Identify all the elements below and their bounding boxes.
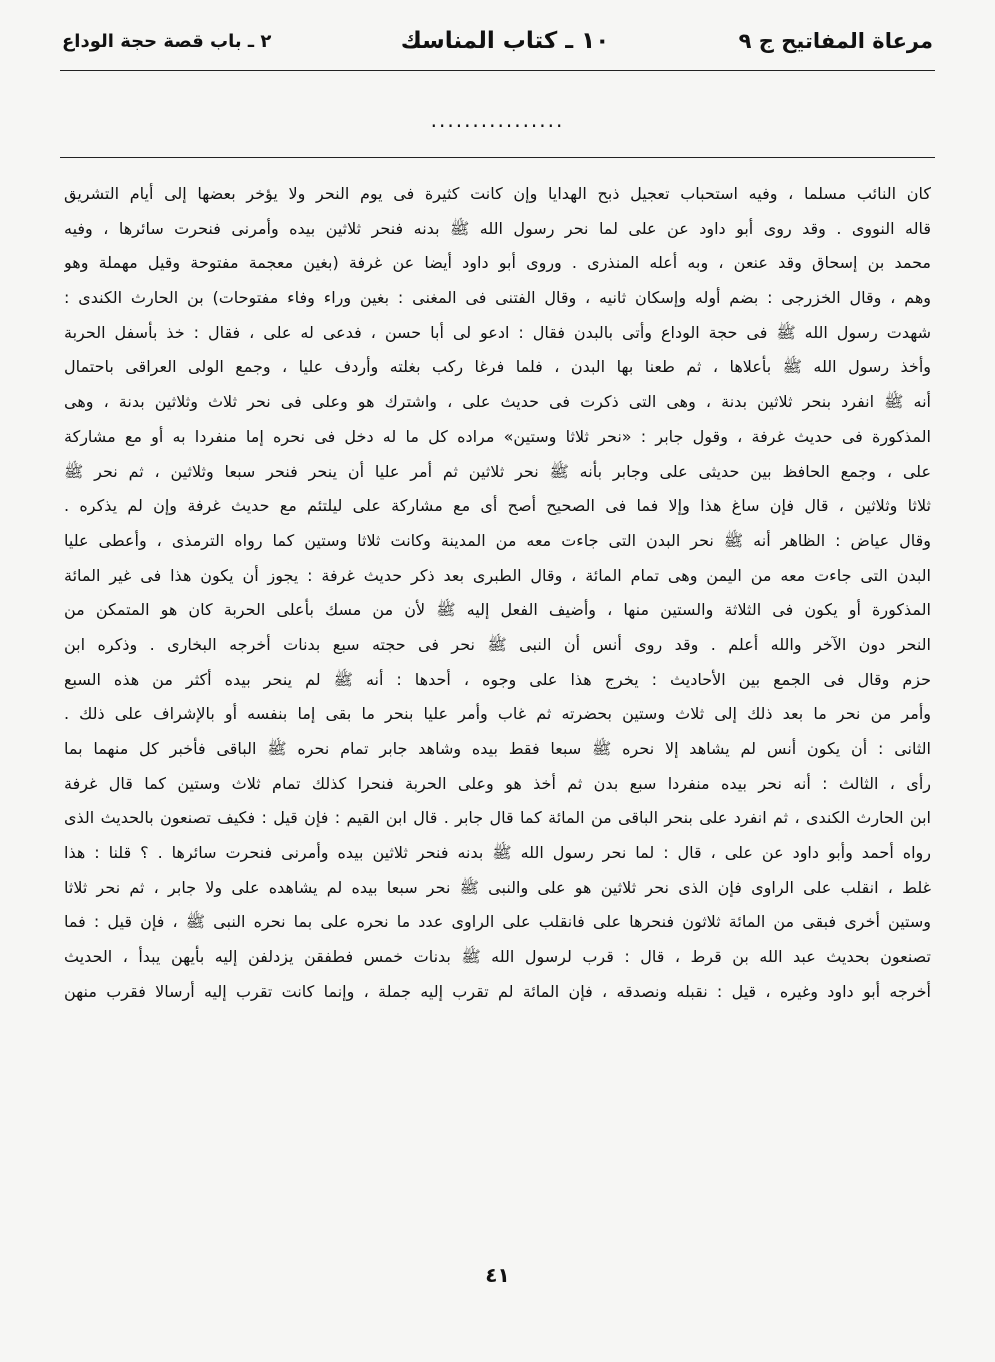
text-line: محمد بن إسحاق وقد عنعن ، وبه أعله المنذرى . وروى أبو داود أيضا عن غرفة (بغين معجمة مفتوحة وقيل مهملة وهو [64,253,931,273]
text-line: غلط ، انقلب على الراوى فإن الذى نحر ثلاثين هو على والنبى ﷺ نحر سبعا بيده لم يشاهده على ولا جابر ، ثم نحر ثلاثا [64,877,931,897]
text-line: رواه أحمد وأبو داود عن على ، قال : لما نحر رسول الله ﷺ بدنه فنحر ثلاثين بيده وأمرنى فنحرت سائرها . ؟ قلنا : هذا [64,843,931,863]
text-line: قاله النووى . وقد روى أبو داود عن على لما نحر رسول الله ﷺ بدنه فنحر ثلاثين بيده وأمرنى فنحرت سائرها ، وفيه [64,218,931,238]
text-line: النحر دون الآخر والله أعلم . وقد روى أنس أن النبى ﷺ نحر فى حجته سبع بدنات أخرجه البخارى . وذكره ابن [64,634,931,654]
text-line: وقال عياض : الظاهر أنه ﷺ نحر البدن التى جاءت معه من المدينة وكانت ثلاثا وستين كما رواه الترمذى ، وأعطى عليا [64,530,931,550]
body-text [64,177,931,1010]
chapter-title: ١٠ ـ كتاب المناسك [400,28,610,54]
dotted-separator: ................ [430,108,565,132]
text-line: المذكورة أو يكون فى الثلاثة والستين منها ، وأضيف الفعل إليه ﷺ لأن من مسك بأعلى الحربة كان هو المتمكن من [64,600,931,620]
text-line: أنه ﷺ انفرد بنحر ثلاثين بدنة ، وهى التى ذكرت فى حديث على ، واشترك هو وعلى فى نحر ثلاث وثلاثين بدنة ، وهى [64,392,931,412]
text-line: وأخذ رسول الله ﷺ بأعلاها ، ثم طعنا بها البدن ، فلما فرغا ركب بغلته وأردف عليا ، وجمع الولى العراقى باحتمال [64,357,931,377]
section-title: ٢ ـ باب قصة حجة الوداع [62,30,272,52]
text-rule [60,157,935,158]
text-line: الثانى : أن يكون أنس لم يشاهد إلا نحره ﷺ سبعا فقط بيده وشاهد جابر تمام نحره ﷺ الباقى فأخبر كل منهما بما [64,739,931,758]
text-line: أخرجه أبو داود وغيره ، قيل : نقبله ونصدقه ، فإن المائة لم تقرب إليه جملة ، وإنما كانت تقرب إليه أرسالا فقرب منهن [64,981,931,1001]
text-line: وهم ، وقال الخزرجى : بضم أوله وإسكان ثانيه ، وقال الفتنى فى المغنى : بغين وراء وفاء مفتوحات) بن الحارث الكندى : [64,288,931,308]
text-line: حزم وقال فى الجمع بين الأحاديث : يخرج هذا على وجوه ، أحدها : أنه ﷺ لم ينحر بيده أكثر من هذه السبع [64,669,931,689]
text-line: رأى ، الثالث : أنه نحر بيده منفردا سبع بدن ثم أخذ هو وعلى الحربة فنحرا كذلك تمام ثلاث وستين كما قال غرفة [64,773,931,793]
text-line: وأمر من نحر ما بعد ذلك إلى ثلاث وستين بحضرته ثم غاب وأمر عليا بنحر ما بقى إما بنفسه أو بالإشراف على ذلك . [64,704,931,724]
book-title: مرعاة المفاتيح ج ٩ [738,29,933,53]
text-line: البدن التى جاءت معه من اليمن وهى تمام المائة ، وقال الطبرى بعد ذكر حديث غرفة : يجوز أن يكون هذا فى غير المائة [64,565,931,585]
text-line: شهدت رسول الله ﷺ فى حجة الوداع وأتى بالبدن فقال : ادعو لى أبا حسن ، فدعى له على ، فقال : خذ بأسفل الحربة [64,322,931,342]
running-header [62,14,933,68]
page-number: ٤١ [485,1263,510,1287]
header-rule [60,70,935,71]
text-line: على ، وجمع الحافظ بين حديثى على وجابر بأنه ﷺ نحر ثلاثين ثم أمر عليا أن ينحر فنحر سبعا وثلاثين ، ثم نحر ﷺ [64,461,931,481]
text-line: كان النائب مسلما ، وفيه استحباب تعجيل ذبح الهدايا وإن كانت كثيرة فى يوم النحر ولا يؤخر بعضها إلى أيام التشريق [64,184,931,203]
text-line: المذكورة فى حديث غرفة ، وقول جابر : «نحر ثلاثا وستين» مراده كل ما له دخل فى نحره إما منفردا به أو مع مشاركة [64,426,931,446]
text-line: وستين أخرى فبقى من المائة ثلاثون فنحرها على فانقلب على الراوى عدد ما نحره على بما نحره النبى ﷺ ، فإن قيل : فما [64,912,931,932]
text-line: ثلاثا وثلاثين ، قال فإن ساغ هذا وإلا فما فى الصحيح أصح أى مع مشاركة على ليلتئم مع حديث غرفة وإن لم يذكره . [64,496,931,516]
text-line: تصنعون بحديث عبد الله بن قرط ، قال : قرب لرسول الله ﷺ بدنات خمس فطفقن يزدلفن إليه بأيهن يبدأ ، الحديث [64,947,931,967]
text-line: ابن الحارث الكندى ، ثم انفرد على بنحر الباقى من المائة كما قال جابر . قال ابن القيم : فإن قيل : فكيف تصنعون بالحديث الذى [64,808,931,828]
